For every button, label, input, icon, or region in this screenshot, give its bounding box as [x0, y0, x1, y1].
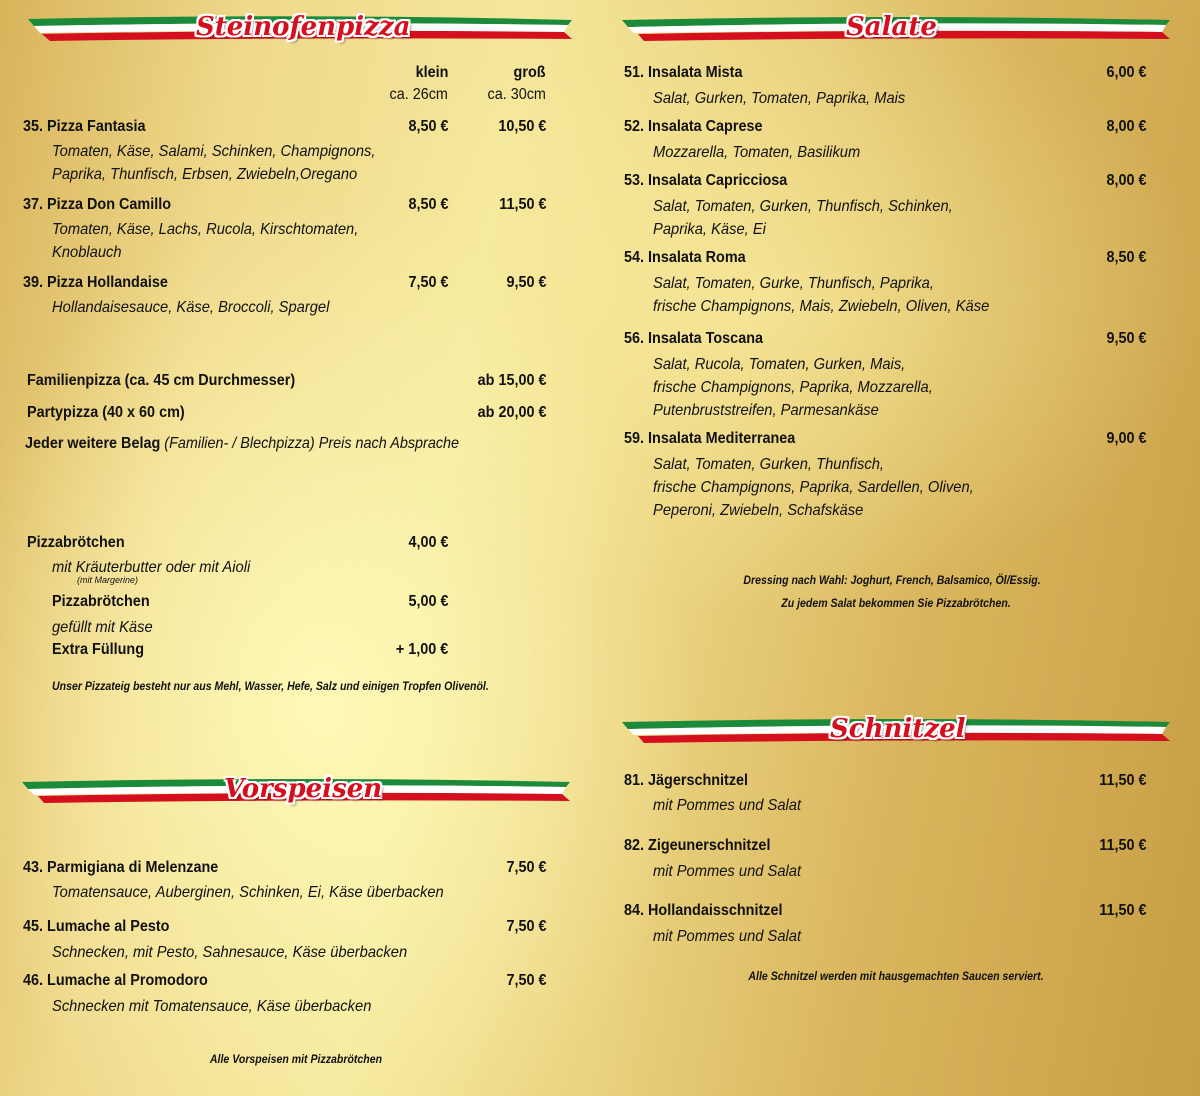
menu-item-description: mit Pommes und Salat	[653, 928, 802, 945]
menu-item-title: 35. Pizza Fantasia	[23, 118, 146, 135]
extra-topping-label: Jeder weitere Belag	[25, 435, 161, 452]
menu-item-description: Hollandaisesauce, Käse, Broccoli, Spargel	[52, 299, 330, 316]
size-large-note: ca. 30cm	[487, 86, 546, 103]
party-pizza-label: Partypizza (40 x 60 cm)	[27, 404, 185, 421]
size-large-label: groß	[514, 64, 546, 81]
menu-item-price-small: 8,50 €	[407, 118, 448, 135]
menu-item-description: Salat, Tomaten, Gurke, Thunfisch, Paprika,	[653, 275, 934, 292]
starters-heading: Vorspeisen	[224, 774, 383, 804]
menu-item-price-small: 8,50 €	[407, 196, 448, 213]
menu-item-title: 56. Insalata Toscana	[624, 330, 764, 347]
menu-item-description: mit Pommes und Salat	[653, 863, 802, 880]
rolls-label: Pizzabrötchen	[27, 534, 125, 551]
menu-item-description: Schnecken mit Tomatensauce, Käse überbacken	[52, 998, 372, 1015]
menu-item-description: frische Champignons, Paprika, Mozzarella,	[653, 379, 933, 396]
salads-heading: Salate	[846, 12, 937, 42]
menu-item-title: 45. Lumache al Pesto	[23, 918, 170, 935]
menu-item-price: 7,50 €	[505, 859, 546, 876]
starters-note: Alle Vorspeisen mit Pizzabrötchen	[209, 1052, 383, 1066]
dough-note: Unser Pizzateig besteht nur aus Mehl, Wasser, Hefe, Salz und einigen Tropfen Olivenöl.	[52, 679, 489, 693]
menu-item-title: 46. Lumache al Promodoro	[23, 972, 208, 989]
menu-item-description: Schnecken, mit Pesto, Sahnesauce, Käse überbacken	[52, 944, 408, 961]
filled-rolls-price: 5,00 €	[407, 593, 448, 610]
menu-item-price-large: 9,50 €	[505, 274, 546, 291]
size-small-label: klein	[415, 64, 448, 81]
menu-item-title: 82. Zigeunerschnitzel	[624, 837, 771, 854]
menu-item-description: Tomatensauce, Auberginen, Schinken, Ei, Käse überbacken	[52, 884, 444, 901]
menu-item-description: Salat, Tomaten, Gurken, Thunfisch, Schinken,	[653, 198, 953, 215]
schnitzel-heading: Schnitzel	[830, 714, 966, 744]
extra-filling-price: + 1,00 €	[395, 641, 448, 658]
menu-item-price: 8,00 €	[1105, 172, 1146, 189]
starters-banner	[18, 772, 578, 808]
menu-item-price: 8,50 €	[1105, 249, 1146, 266]
rolls-description: mit Kräuterbutter oder mit Aioli	[52, 559, 251, 576]
rolls-small-note: (mit Margerine)	[77, 575, 139, 585]
rolls-price: 4,00 €	[407, 534, 448, 551]
menu-item-description: Tomaten, Käse, Salami, Schinken, Champignons,	[52, 143, 376, 160]
menu-item-description: Paprika, Käse, Ei	[653, 221, 766, 238]
menu-item-title: 59. Insalata Mediterranea	[624, 430, 796, 447]
pizza-heading: Steinofenpizza	[196, 12, 411, 42]
menu-item-title: 84. Hollandaisschnitzel	[624, 902, 783, 919]
menu-item-description: Putenbruststreifen, Parmesankäse	[653, 402, 879, 419]
menu-item-description: Mozzarella, Tomaten, Basilikum	[653, 144, 861, 161]
extra-topping-line	[25, 435, 459, 453]
menu-item-price-small: 7,50 €	[407, 274, 448, 291]
menu-item-price: 9,00 €	[1105, 430, 1146, 447]
party-pizza-price: ab 20,00 €	[477, 404, 546, 421]
menu-item-description: frische Champignons, Mais, Zwiebeln, Oliven, Käse	[653, 298, 990, 315]
menu-item-title: 43. Parmigiana di Melenzane	[23, 859, 219, 876]
menu-item-title: 81. Jägerschnitzel	[624, 772, 749, 789]
menu-item-price-large: 10,50 €	[497, 118, 546, 135]
menu-item-description: Knoblauch	[52, 244, 122, 261]
menu-item-title: 37. Pizza Don Camillo	[23, 196, 172, 213]
menu-item-price-large: 11,50 €	[498, 196, 546, 213]
menu-item-title: 54. Insalata Roma	[624, 249, 746, 266]
menu-item-description: Paprika, Thunfisch, Erbsen, Zwiebeln,Oregano	[52, 166, 358, 183]
menu-item-description: Salat, Rucola, Tomaten, Gurken, Mais,	[653, 356, 906, 373]
menu-item-price: 9,50 €	[1105, 330, 1146, 347]
menu-item-price: 6,00 €	[1105, 64, 1146, 81]
menu-item-description: mit Pommes und Salat	[653, 797, 802, 814]
schnitzel-note: Alle Schnitzel werden mit hausgemachten Saucen serviert.	[748, 969, 1044, 983]
menu-item-description: Tomaten, Käse, Lachs, Rucola, Kirschtomaten,	[52, 221, 359, 238]
pizza-banner	[20, 10, 580, 46]
filled-rolls-label: Pizzabrötchen	[52, 593, 150, 610]
extra-filling-label: Extra Füllung	[52, 641, 145, 658]
menu-item-price: 7,50 €	[505, 972, 546, 989]
menu-item-description: Salat, Tomaten, Gurken, Thunfisch,	[653, 456, 885, 473]
menu-item-title: 39. Pizza Hollandaise	[23, 274, 168, 291]
salads-banner	[618, 10, 1178, 46]
family-pizza-label: Familienpizza (ca. 45 cm Durchmesser)	[27, 372, 296, 389]
menu-item-price: 11,50 €	[1098, 837, 1146, 854]
menu-item-title: 51. Insalata Mista	[624, 64, 743, 81]
menu-item-title: 53. Insalata Capricciosa	[624, 172, 788, 189]
filled-rolls-description: gefüllt mit Käse	[52, 619, 153, 636]
extra-topping-note: (Familien- / Blechpizza) Preis nach Absprache	[164, 435, 460, 452]
menu-item-price: 11,50 €	[1098, 772, 1146, 789]
schnitzel-banner	[618, 712, 1178, 748]
menu-item-description: Salat, Gurken, Tomaten, Paprika, Mais	[653, 90, 906, 107]
menu-item-description: Peperoni, Zwiebeln, Schafskäse	[653, 502, 864, 519]
salad-rolls-note: Zu jedem Salat bekommen Sie Pizzabrötchen.	[781, 596, 1011, 610]
size-small-note: ca. 26cm	[389, 86, 448, 103]
menu-item-price: 7,50 €	[505, 918, 546, 935]
dressing-note: Dressing nach Wahl: Joghurt, French, Balsamico, Öl/Essig.	[743, 573, 1041, 587]
menu-item-price: 8,00 €	[1105, 118, 1146, 135]
menu-item-description: frische Champignons, Paprika, Sardellen, Oliven,	[653, 479, 974, 496]
menu-item-price: 11,50 €	[1098, 902, 1146, 919]
menu-item-title: 52. Insalata Caprese	[624, 118, 763, 135]
family-pizza-price: ab 15,00 €	[477, 372, 546, 389]
